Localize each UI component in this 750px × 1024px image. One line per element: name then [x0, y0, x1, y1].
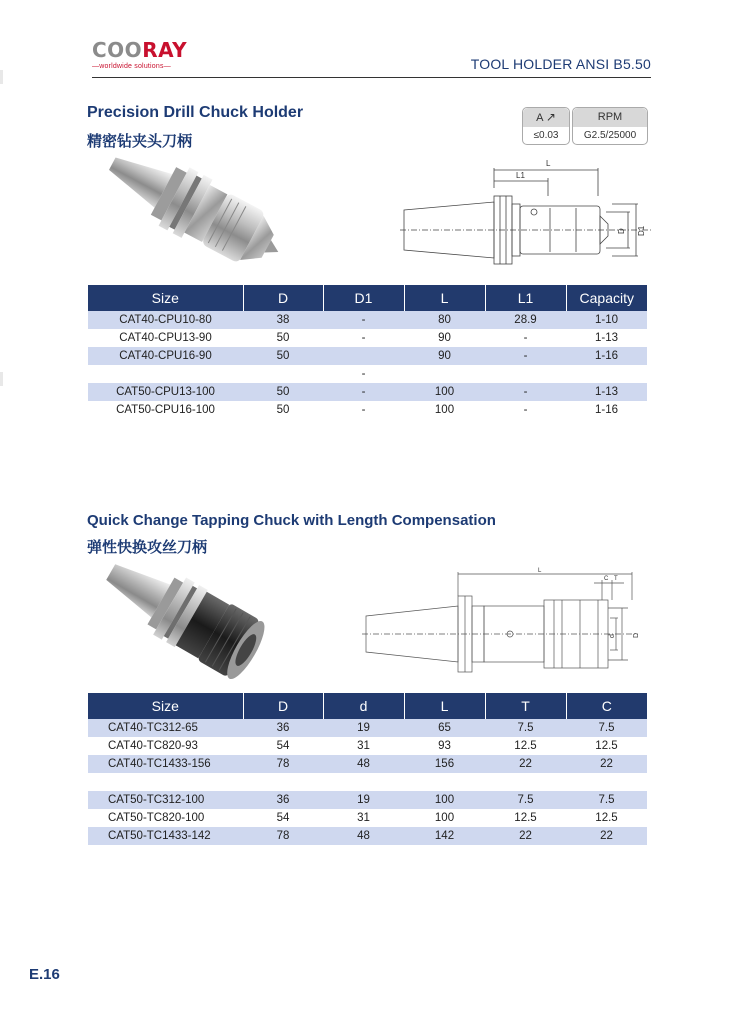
logo-text-2: RAY — [142, 38, 188, 62]
col-header-capacity: Capacity — [566, 285, 647, 311]
dim-label-L: L — [546, 159, 551, 168]
cell-t: 22 — [485, 827, 566, 845]
cell-d1: - — [323, 383, 404, 401]
cell-l: 80 — [404, 311, 485, 329]
table-row — [88, 809, 647, 827]
table-row — [88, 329, 647, 347]
dim-label-L: L — [538, 568, 542, 574]
cell-l: 100 — [434, 812, 455, 824]
cell-capacity: 1-10 — [566, 311, 647, 329]
table-row — [88, 311, 647, 329]
cell-capacity: 1-16 — [566, 347, 647, 365]
cell-D: 54 — [276, 812, 290, 824]
cell-size: CAT40-CPU10-80 — [88, 311, 243, 329]
cell-d: 38 — [243, 311, 323, 329]
cell-l: 65 — [404, 719, 485, 737]
cell-size: CAT40-TC1433-156 — [88, 755, 243, 773]
cell-d: 19 — [323, 719, 404, 737]
cell-size — [88, 773, 243, 791]
cell-c: 7.5 — [566, 719, 647, 737]
cell-d: 19 — [323, 791, 404, 809]
table-row — [88, 365, 647, 383]
dim-label-L1: L1 — [516, 171, 525, 180]
cell-l: 90 — [438, 332, 451, 344]
cell-l — [404, 365, 485, 383]
margin-mark — [0, 70, 3, 84]
table-row — [88, 773, 647, 791]
col-header-d1: D1 — [323, 285, 404, 311]
col-header-size: Size — [88, 693, 243, 719]
cell-d: 48 — [323, 827, 404, 845]
cell-t: 22 — [485, 755, 566, 773]
dim-label-d: d — [609, 634, 616, 638]
drill-chuck-spec-table — [88, 285, 647, 419]
cell-size: CAT50-TC312-100 — [88, 791, 243, 809]
tapping-chuck-photo — [96, 558, 286, 688]
tapping-chuck-technical-drawing — [362, 566, 652, 684]
table-row — [88, 347, 647, 365]
cell-size: CAT40-TC820-93 — [108, 740, 198, 752]
cell-d: 31 — [357, 740, 370, 752]
col-header-d: D — [243, 285, 323, 311]
margin-mark — [0, 372, 3, 386]
dim-label-C: C — [604, 576, 609, 582]
logo-text-1: COO — [92, 38, 143, 62]
dim-label-D: D — [617, 228, 626, 234]
cell-D: 78 — [243, 755, 323, 773]
cell-t — [485, 773, 566, 791]
page-header-title: TOOL HOLDER ANSI B5.50 — [470, 56, 651, 72]
company-logo — [92, 40, 204, 76]
col-header-l1: L1 — [485, 285, 566, 311]
section1-title-en: Precision Drill Chuck Holder — [87, 104, 304, 121]
table-header-row — [88, 693, 647, 719]
table-row — [88, 755, 647, 773]
runout-label — [523, 108, 569, 127]
table-row — [88, 719, 647, 737]
cell-c: 7.5 — [566, 791, 647, 809]
cell-capacity: 1-16 — [594, 404, 619, 416]
dim-label-D1: D1 — [637, 225, 646, 236]
cell-l: 100 — [404, 791, 485, 809]
cell-l: 100 — [404, 383, 485, 401]
cell-l: 156 — [404, 755, 485, 773]
cell-size: CAT40-TC312-65 — [88, 719, 243, 737]
cell-d: 50 — [276, 404, 290, 416]
tapping-chuck-spec-table — [88, 693, 647, 845]
cell-l1: - — [523, 404, 528, 416]
cell-l1: - — [523, 332, 528, 344]
cell-D: 36 — [243, 791, 323, 809]
cell-t: 12.5 — [514, 812, 537, 824]
cell-d1: - — [361, 368, 366, 380]
cell-d1: - — [361, 332, 366, 344]
cell-size: CAT40-CPU16-90 — [88, 347, 243, 365]
cell-d: 48 — [323, 755, 404, 773]
section2-title-en: Quick Change Tapping Chuck with Length Compensation — [87, 512, 496, 529]
cell-t: 7.5 — [485, 791, 566, 809]
col-header-size: Size — [88, 285, 243, 311]
cell-capacity — [566, 365, 647, 383]
cell-l: 100 — [434, 404, 455, 416]
cell-l: 142 — [404, 827, 485, 845]
cell-size: CAT50-TC820-100 — [108, 812, 205, 824]
col-header-l: L — [404, 285, 485, 311]
table-row — [88, 383, 647, 401]
rpm-value: G2.5/25000 — [583, 130, 637, 141]
drill-chuck-holder-photo — [96, 150, 296, 280]
cell-capacity: 1-13 — [594, 332, 619, 344]
col-header-d: d — [323, 693, 404, 719]
cell-l1: - — [485, 347, 566, 365]
runout-arrow-icon: ↗ — [545, 110, 556, 124]
table-header-row — [88, 285, 647, 311]
cell-capacity: 1-13 — [566, 383, 647, 401]
dim-label-T: T — [614, 576, 618, 582]
runout-spec-box — [522, 107, 570, 145]
cell-c: 22 — [566, 755, 647, 773]
cell-l1: 28.9 — [485, 311, 566, 329]
cell-d1 — [323, 347, 404, 365]
cell-size: CAT50-CPU13-100 — [88, 383, 243, 401]
cell-d1: - — [361, 404, 366, 416]
cell-c: 12.5 — [595, 740, 618, 752]
col-header-c: C — [566, 693, 647, 719]
cell-d1: - — [323, 311, 404, 329]
header-divider — [92, 77, 651, 78]
cell-d — [243, 365, 323, 383]
cell-size: CAT40-CPU13-90 — [119, 332, 212, 344]
cell-l — [404, 773, 485, 791]
page-number: E.16 — [29, 966, 60, 983]
cell-d: 50 — [243, 383, 323, 401]
cell-d: 50 — [276, 332, 290, 344]
col-header-t: T — [485, 693, 566, 719]
cell-c: 22 — [566, 827, 647, 845]
cell-c: 12.5 — [595, 812, 618, 824]
cell-l: 93 — [438, 740, 451, 752]
rpm-spec-box — [572, 107, 648, 145]
cell-d — [323, 773, 404, 791]
cell-d: 50 — [243, 347, 323, 365]
cell-l1: - — [485, 383, 566, 401]
drill-chuck-technical-drawing — [400, 158, 656, 280]
cell-D — [243, 773, 323, 791]
runout-label-text: A — [536, 112, 543, 124]
cell-size: CAT50-TC1433-142 — [88, 827, 243, 845]
dim-label-D: D — [633, 632, 640, 638]
cell-l1 — [485, 365, 566, 383]
col-header-l: L — [404, 693, 485, 719]
table-row — [88, 791, 647, 809]
section1-title-zh: 精密钻夹头刀柄 — [87, 132, 193, 150]
cell-D: 78 — [243, 827, 323, 845]
cell-size — [88, 365, 243, 383]
runout-value: ≤0.03 — [533, 130, 559, 141]
cell-c — [566, 773, 647, 791]
section2-title-zh: 弹性快换攻丝刀柄 — [87, 538, 208, 556]
cell-d: 31 — [357, 812, 370, 824]
rpm-label: RPM — [573, 108, 647, 127]
table-row — [88, 401, 647, 419]
cell-l: 90 — [404, 347, 485, 365]
table-row — [88, 827, 647, 845]
cell-D: 54 — [276, 740, 290, 752]
cell-t: 7.5 — [485, 719, 566, 737]
table-row — [88, 737, 647, 755]
logo-tagline: —worldwide solutions— — [92, 63, 171, 70]
cell-t: 12.5 — [514, 740, 537, 752]
col-header-D: D — [243, 693, 323, 719]
cell-size: CAT50-CPU16-100 — [116, 404, 215, 416]
cell-D: 36 — [243, 719, 323, 737]
